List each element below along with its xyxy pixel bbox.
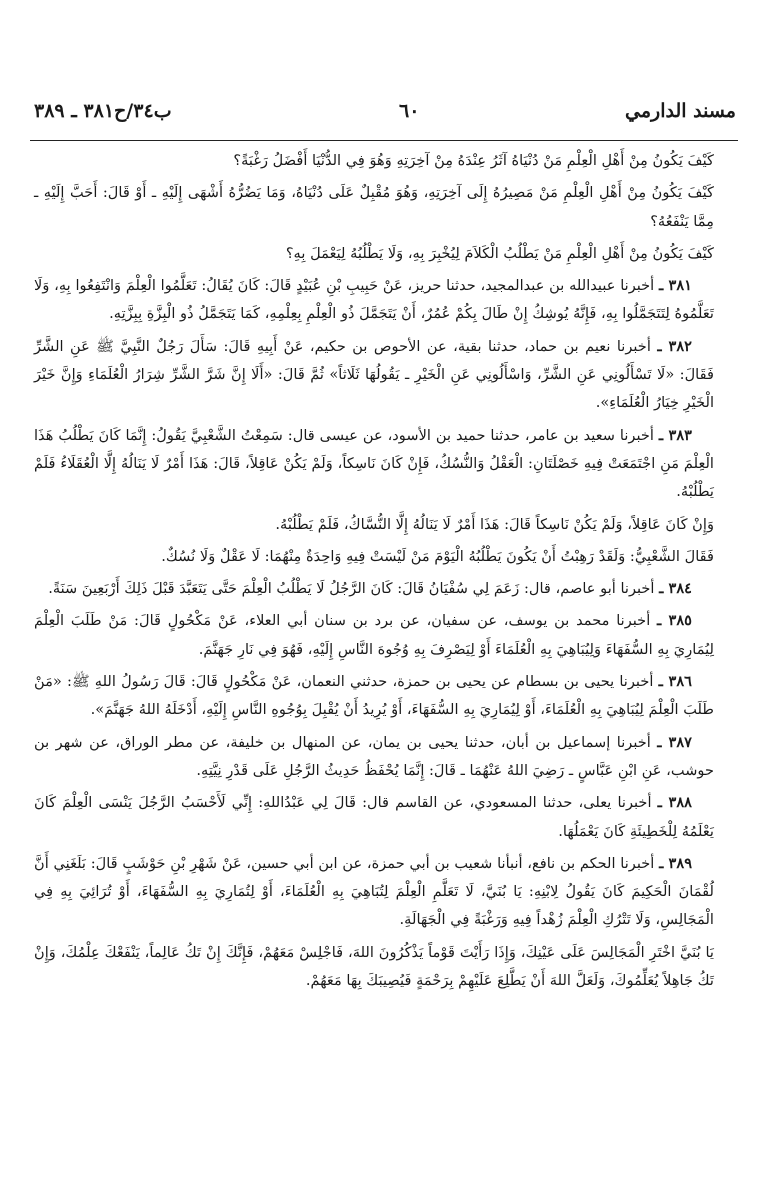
hadith-text: أخبرنا نعيم بن حماد، حدثنا بقية، عن الأحوص بن حكيم، عَنْ أَبِيهِ قَالَ: سَأَلَ رَجُلٌ النَّبِيَّ ﷺ عَنِ الشَّرِّ فَقَالَ: «لَا تَسْأَلُونِي عَنِ الشَّرِّ، وَاسْأَلُونِي عَنِ الْخَيْرِ ـ يَقُولُهَا ثَلَاثاً» ثُمَّ قَالَ: «أَلَا إِنَّ شَرَّ الشَّرِّ شِرَارُ الْعُلَمَاءِ وَإِنَّ خَيْرَ الْخَيْرِ خِيَارُ الْعُلَمَاءِ». xyxy=(34,337,714,412)
hadith-384 xyxy=(34,575,714,603)
hadith-383-continued xyxy=(34,543,714,571)
hadith-386 xyxy=(34,668,714,725)
hadith-text: أخبرنا سعيد بن عامر، حدثنا حميد بن الأسود، عن عيسى قال: سَمِعْتُ الشَّعْبِيَّ يَقُولُ: إِنَّمَا كَانَ يَطْلُبُ هَذَا الْعِلْمَ مَنِ اجْتَمَعَتْ فِيهِ خَصْلَتَانِ: الْعَقْلُ وَالنُّسُكُ، فَإِنْ كَانَ نَاسِكاً، وَلَمْ يَكُنْ عَاقِلاً، قَالَ: هَذَا أَمْرٌ لَا يَنَالُهُ إِلَّا الْعُقَلَاءُ فَلَمْ يَطْلُبْهُ. xyxy=(34,426,714,501)
hadith-385 xyxy=(34,607,714,664)
page-number: ٦٠ xyxy=(399,100,420,122)
hadith-381 xyxy=(34,272,714,329)
hadith-text: أخبرنا يعلى، حدثنا المسعودي، عن القاسم قال: قَالَ لِي عَبْدُاللهِ: إِنِّي لَأَحْسَبُ الرَّجُلَ يَنْسَى الْعِلْمَ كَانَ يَعْلَمُهُ لِلْخَطِيئَةِ كَانَ يَعْمَلُهَا. xyxy=(34,794,714,840)
hadith-number: ٣٨٦ ـ xyxy=(658,673,692,691)
hadith-388 xyxy=(34,789,714,846)
hadith-text: وَإِنْ كَانَ عَاقِلاً، وَلَمْ يَكُنْ نَاسِكاً قَالَ: هَذَا أَمْرٌ لَا يَنَالُهُ إِلَّا النُّسَّاكُ، فَلَمْ يَطْلُبْهُ. xyxy=(275,515,714,533)
hadith-number: ٣٨٥ ـ xyxy=(657,612,693,630)
intro-line xyxy=(34,240,714,268)
header-divider xyxy=(30,140,738,141)
hadith-number: ٣٨٤ ـ xyxy=(659,580,692,598)
page-header xyxy=(34,100,736,130)
hadith-number: ٣٨٩ ـ xyxy=(659,854,693,872)
intro-text: كَيْفَ يَكُونُ مِنْ أَهْلِ الْعِلْمِ مَنْ يَطْلُبُ الْكَلاَمَ لِيُخْبِرَ بِهِ، وَلَا يَطْلُبُهُ لِيَعْمَلَ بِهِ؟ xyxy=(285,244,714,262)
chapter-hadith-reference: ب٣٤/ح٣٨١ ـ ٣٨٩ xyxy=(34,100,172,122)
hadith-text: فَقَالَ الشَّعْبِيُّ: وَلَقَدْ رَهِبْتُ أَنْ يَكُونَ يَطْلُبُهُ الْيَوْمَ مَنْ لَيْسَتْ فِيهِ وَاحِدَةٌ مِنْهُمَا: لَا عَقْلٌ وَلَا نُسُكٌ. xyxy=(161,547,714,565)
hadith-382 xyxy=(34,333,714,418)
hadith-383-continued xyxy=(34,511,714,539)
hadith-387 xyxy=(34,729,714,786)
hadith-text: أخبرنا عبيدالله بن عبدالمجيد، حدثنا حريز، عَنْ حَبِيبِ بْنِ عُبَيْدٍ قَالَ: كَانَ يُقَالُ: تَعَلَّمُوا الْعِلْمَ وَانْتَفِعُوا بِهِ، وَلَا تَعَلَّمُوهُ لِتَتَجَمَّلُوا بِهِ، فَإِنَّهُ يُوشِكُ إِنْ طَالَ بِكُمْ عُمُرٌ، أَنْ يَتَجَمَّلَ ذُو الْعِلْمِ بِعِلْمِهِ، كَمَا يَتَجَمَّلُ ذُو الْبِزَّةِ بِبِزَّتِهِ. xyxy=(34,277,714,323)
hadith-text: أخبرنا الحكم بن نافع، أنبأنا شعيب بن أبي حمزة، عن ابن أبي حسين، عَنْ شَهْرِ بْنِ حَوْشَبٍ قَالَ: بَلَغَنِي أَنَّ لُقْمَانَ الْحَكِيمَ كَانَ يَقُولُ لِابْنِهِ: يَا بُنَيَّ، لَا تَعَلَّمِ الْعِلْمَ لِتُبَاهِيَ بِهِ الْعُلَمَاءَ، أَوْ لِتُمَارِيَ بِهِ السُّفَهَاءَ، أَوْ تُرَائِيَ بِهِ فِي الْمَجَالِسِ، وَلَا تَتْرُكِ الْعِلْمَ زُهْداً فِيهِ وَرَغْبَةً فِي الْجَهَالَةِ. xyxy=(34,854,714,929)
hadith-number: ٣٨٣ ـ xyxy=(658,426,693,444)
hadith-number: ٣٨٨ ـ xyxy=(657,794,693,812)
page-body xyxy=(34,147,714,999)
hadith-number: ٣٨١ ـ xyxy=(659,277,692,295)
hadith-383 xyxy=(34,422,714,507)
hadith-number: ٣٨٧ ـ xyxy=(657,733,692,751)
intro-text: كَيْفَ يَكُونُ مِنْ أَهْلِ الْعِلْمِ مَنْ مَصِيرُهُ إِلَى آخِرَتِهِ، وَهُوَ مُقْبِلٌ عَلَى دُنْيَاهُ، وَمَا يَضُرُّهُ أَشْهَى إِلَيْهِ ـ أَوْ قَالَ: أَحَبَّ إِلَيْهِ ـ مِمَّا يَنْفَعُهُ؟ xyxy=(34,184,714,230)
hadith-number: ٣٨٢ ـ xyxy=(657,337,693,355)
hadith-text: أخبرنا أبو عاصم، قال: زَعَمَ لِي سُفْيَانُ قَالَ: كَانَ الرَّجُلُ لَا يَطْلُبُ الْعِلْمَ حَتَّى يَتَعَبَّدَ قَبْلَ ذَلِكَ أَرْبَعِينَ سَنَةً. xyxy=(48,580,655,598)
hadith-text: يَا بُنَيَّ اخْتَرِ الْمَجَالِسَ عَلَى عَيْنِكَ، وَإِذَا رَأَيْتَ قَوْماً يَذْكُرُونَ اللهَ، فَاجْلِسْ مَعَهُمْ، فَإِنَّكَ إِنْ تَكُ عَالِماً، يَنْفَعْكَ عِلْمُكَ، وَإِنْ تَكُ جَاهِلاً يُعَلِّمُوكَ، وَلَعَلَّ اللهَ أَنْ يَطَّلِعَ عَلَيْهِمْ بِرَحْمَةٍ فَيُصِيبَكَ بِهَا مَعَهُمْ. xyxy=(34,943,714,990)
intro-text: كَيْفَ يَكُونُ مِنْ أَهْلِ الْعِلْمِ مَنْ دُنْيَاهُ آثَرُ عِنْدَهُ مِنْ آخِرَتِهِ وَهُوَ فِي الدُّنْيَا أَفْضَلُ رَغْبَةً؟ xyxy=(233,152,714,169)
hadith-389-continued xyxy=(34,939,714,996)
hadith-text: أخبرنا يحيى بن بسطام عن يحيى بن حمزة، حدثني النعمان، عَنْ مَكْحُولٍ قَالَ: قَالَ رَسُولُ اللهِ ﷺ: «مَنْ طَلَبَ الْعِلْمَ لِيُبَاهِيَ بِهِ الْعُلَمَاءَ، أَوْ لِيُمَارِيَ بِهِ السُّفَهَاءَ، أَوْ يُرِيدُ أَنْ يُقْبِلَ بِوُجُوهِ النَّاسِ إِلَيْهِ، أَدْخَلَهُ اللهُ جَهَنَّمَ». xyxy=(34,673,714,719)
book-title: مسند الدارمي xyxy=(625,100,736,122)
intro-line xyxy=(34,147,714,175)
hadith-389 xyxy=(34,850,714,935)
hadith-text: أخبرنا إسماعيل بن أبان، حدثنا يحيى بن يمان، عن المنهال بن خليفة، عن مطر الوراق، عن شهر بن حوشب، عَنِ ابْنِ عَبَّاسٍ ـ رَضِيَ اللهُ عَنْهُمَا ـ قَالَ: إِنَّمَا يُحْفَظُ حَدِيثُ الرَّجُلِ عَلَى قَدْرِ نِيَّتِهِ. xyxy=(34,733,714,779)
hadith-text: أخبرنا محمد بن يوسف، عن سفيان، عن برد بن سنان أبي العلاء، عَنْ مَكْحُولٍ قَالَ: مَنْ طَلَبَ الْعِلْمَ لِيُمَارِيَ بِهِ السُّفَهَاءَ وَلِيُبَاهِيَ بِهِ الْعُلَمَاءَ أَوْ لِيَصْرِفَ بِهِ وُجُوهَ النَّاسِ إِلَيْهِ، فَهُوَ فِي نَارِ جَهَنَّمَ. xyxy=(34,612,714,658)
intro-line xyxy=(34,179,714,236)
